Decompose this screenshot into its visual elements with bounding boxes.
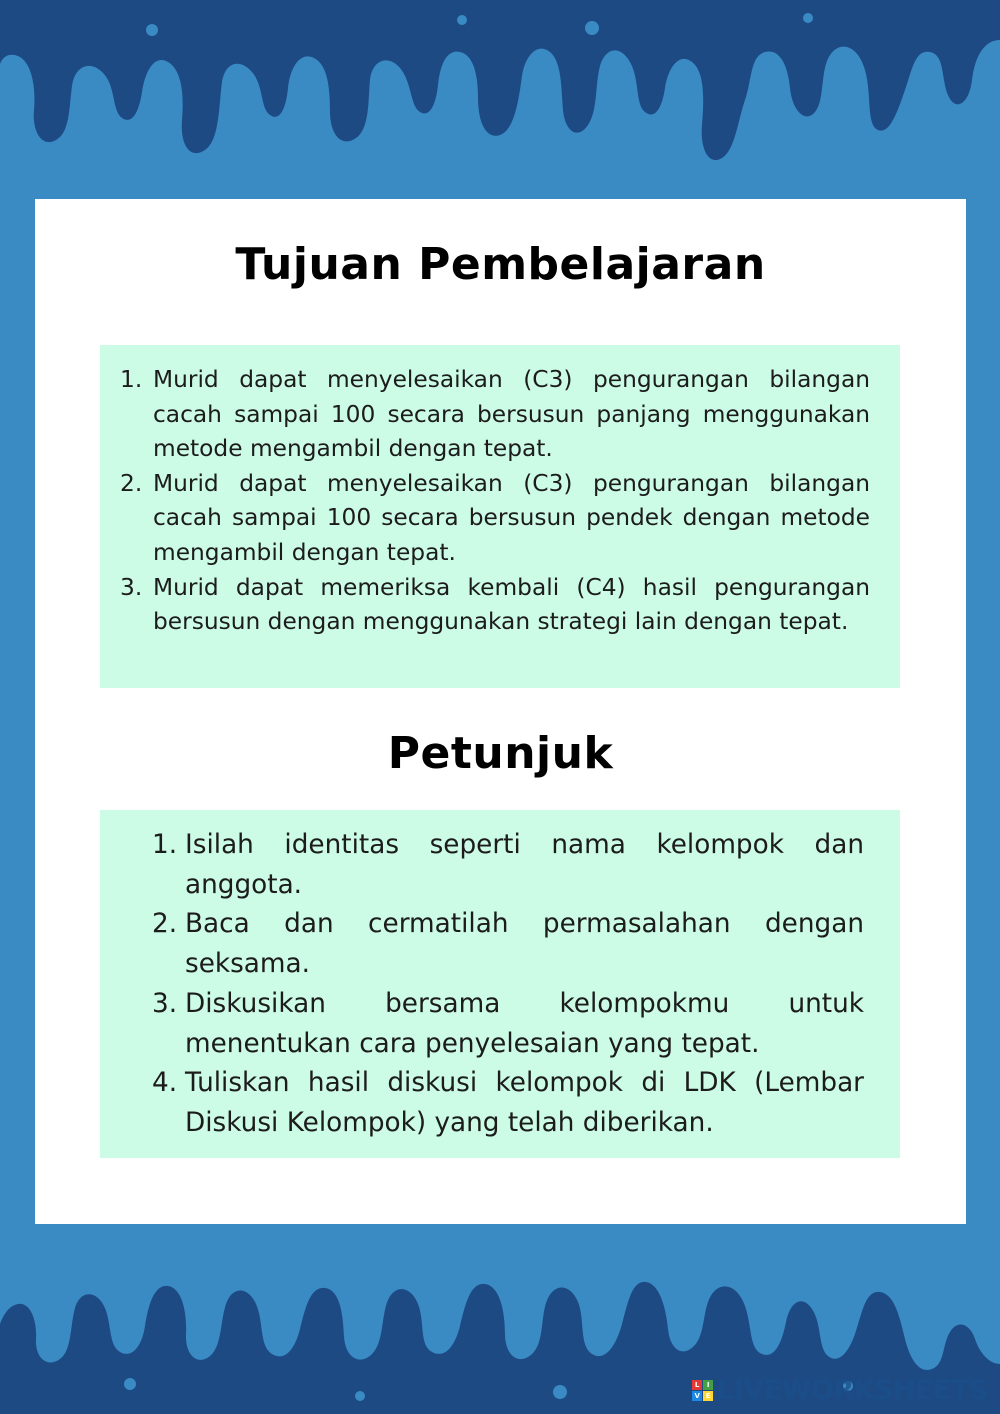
list-item-number: 4. — [152, 1068, 178, 1099]
instructions-title: Petunjuk — [387, 728, 614, 779]
list-item-number: 1. — [152, 830, 178, 860]
list-item — [152, 826, 864, 905]
list-item-text: Diskusikan bersama kelompokmu untuk menentukan cara penyelesaian yang tepat. — [185, 988, 864, 1059]
list-item-text: Tuliskan hasil diskusi kelompok di LDK (Lembar Diskusi Kelompok) yang telah diberikan. — [185, 1068, 864, 1138]
top-paint-drip-decoration — [0, 0, 1000, 200]
list-item — [120, 363, 870, 467]
list-item-number: 3. — [120, 573, 143, 601]
logo-letter: I — [703, 1380, 713, 1390]
list-item-number: 3. — [152, 988, 178, 1019]
logo-letter: L — [692, 1380, 702, 1390]
list-item — [120, 571, 870, 640]
list-item-text: Murid dapat menyelesaikan (C3) pengurangan bilangan cacah sampai 100 secara bersusun pendek dengan metode mengambil dengan tepat. — [153, 469, 870, 566]
list-item — [152, 985, 864, 1064]
liveworksheets-text: LIVEWORKSHEETS — [717, 1375, 988, 1406]
list-item-text: Baca dan cermatilah permasalahan dengan seksama. — [185, 909, 864, 980]
instructions-box — [100, 810, 900, 1158]
logo-letter: V — [692, 1391, 702, 1401]
list-item-number: 2. — [120, 469, 143, 497]
logo-letter: E — [703, 1391, 713, 1401]
list-item — [120, 467, 870, 571]
list-item — [152, 1064, 864, 1143]
learning-objectives-list — [120, 363, 870, 640]
list-item-text: Isilah identitas seperti nama kelompok dan anggota. — [185, 830, 864, 900]
list-item-number: 1. — [120, 366, 143, 393]
worksheet-card — [35, 199, 966, 1224]
list-item — [152, 905, 864, 984]
list-item-number: 2. — [152, 909, 178, 940]
instructions-list — [152, 826, 864, 1144]
learning-objectives-title: Tujuan Pembelajaran — [235, 239, 766, 290]
learning-objectives-box — [100, 345, 900, 688]
liveworksheets-watermark — [692, 1375, 988, 1406]
liveworksheets-logo-icon — [692, 1380, 713, 1401]
list-item-text: Murid dapat memeriksa kembali (C4) hasil pengurangan bersusun dengan menggunakan strategi lain dengan tepat. — [153, 573, 870, 636]
list-item-text: Murid dapat menyelesaikan (C3) pengurangan bilangan cacah sampai 100 secara bersusun panjang menggunakan metode mengambil dengan tepat. — [153, 366, 870, 463]
